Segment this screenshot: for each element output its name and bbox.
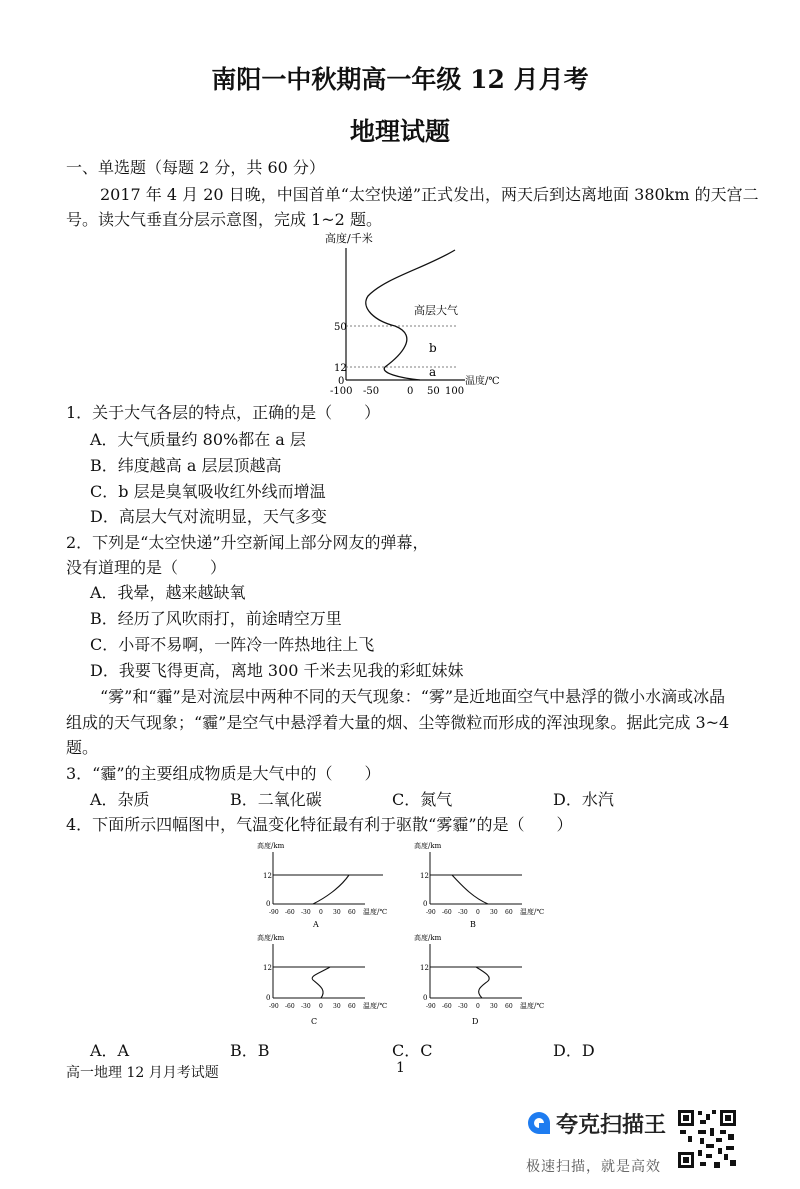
fig1-xtick: 100 [445, 386, 465, 397]
intro2-line3: 题。 [66, 738, 99, 757]
q1-option-a: A．大气质量约 80%都在 a 层 [90, 430, 306, 449]
intro1-line1: 2017 年 4 月 20 日晚，中国首单“太空快递”正式发出，两天后到达离地面 380km 的天宫二 [100, 185, 759, 204]
scanner-tagline: 极速扫描，就是高效 [526, 1159, 661, 1175]
panel-b-ytick: 12 [420, 872, 429, 880]
fig1-xlabel: 温度/℃ [465, 376, 500, 387]
q4-option-c: C．C [392, 1041, 433, 1060]
fig1-ytick-50: 50 [334, 322, 347, 333]
footer-left: 高一地理 12 月月考试题 [66, 1065, 219, 1081]
panel-b-xtick: -60 [442, 909, 452, 916]
q4-stem: 4．下面所示四幅图中，气温变化特征最有利于驱散“雾霾”的是（ ） [66, 815, 573, 834]
q1-option-d: D．高层大气对流明显，天气多变 [90, 507, 327, 526]
fig1-label-upper: 高层大气 [414, 304, 458, 317]
q2-option-a: A．我晕，越来越缺氧 [90, 583, 246, 602]
panel-d-xtick: -30 [458, 1003, 468, 1010]
panel-a-xtick: -60 [285, 909, 295, 916]
q2-stem-line2: 没有道理的是（ ） [66, 558, 227, 577]
qr-code [676, 1108, 738, 1170]
fig1-ylabel: 高度/千米 [325, 232, 373, 245]
intro1-line2: 号。读大气垂直分层示意图，完成 1~2 题。 [66, 210, 382, 229]
intro2-line2: 组成的天气现象；“霾”是空气中悬浮着大量的烟、尘等微粒而形成的浑浊现象。据此完成 3~4 [66, 713, 730, 732]
panel-c-label: C [311, 1017, 318, 1026]
q3-option-a: A．杂质 [90, 790, 150, 809]
q4-option-b: B．B [230, 1041, 270, 1060]
q2-option-c: C．小哥不易啊，一阵冷一阵热地往上飞 [90, 635, 375, 654]
fig1-ytick-12: 12 [334, 363, 347, 374]
panel-d-ytick: 12 [420, 964, 429, 972]
page-title: 南阳一中秋期高一年级 12 月月考 [211, 65, 589, 94]
panel-b-xlabel: 温度/℃ [520, 908, 545, 916]
q2-option-d: D．我要飞得更高，离地 300 千米去见我的彩虹妹妹 [90, 661, 464, 680]
section-heading: 一、单选题（每题 2 分，共 60 分） [66, 158, 325, 177]
q2-stem-line1: 2．下列是“太空快递”升空新闻上部分网友的弹幕， [66, 533, 429, 552]
panel-d-xtick: 30 [490, 1003, 498, 1010]
panel-c-xtick: -90 [269, 1003, 279, 1010]
fig1-xtick: -100 [330, 386, 353, 397]
fig1-xtick: -50 [363, 386, 380, 397]
q3-option-c: C．氮气 [392, 790, 453, 809]
panel-d-ytick: 0 [423, 994, 428, 1002]
q4-panel-b [412, 838, 552, 933]
intro2-line1: “雾”和“霾”是对流层中两种不同的天气现象：“雾”是近地面空气中悬浮的微小水滴或冰晶 [100, 687, 726, 706]
panel-b-ytick: 0 [423, 900, 428, 908]
q1-stem: 1．关于大气各层的特点，正确的是（ ） [66, 403, 381, 422]
page-number: 1 [396, 1060, 405, 1076]
panel-c-xtick: -30 [301, 1003, 311, 1010]
q3-stem: 3．“霾”的主要组成物质是大气中的（ ） [66, 764, 381, 783]
panel-a-xtick: -30 [301, 909, 311, 916]
panel-c-xtick: 30 [333, 1003, 341, 1010]
q4-panel-c [255, 930, 395, 1030]
panel-a-xtick: -90 [269, 909, 279, 916]
panel-c-ytick: 12 [263, 964, 272, 972]
panel-a-ytick: 12 [263, 872, 272, 880]
panel-b-xtick: 0 [476, 909, 480, 916]
panel-a-ytick: 0 [266, 900, 271, 908]
q1-option-b: B．纬度越高 a 层层顶越高 [90, 456, 282, 475]
panel-c-xtick: 0 [319, 1003, 323, 1010]
panel-c-xlabel: 温度/℃ [363, 1002, 388, 1010]
panel-c-xtick: -60 [285, 1003, 295, 1010]
panel-c-ylabel: 高度/km [257, 934, 285, 942]
q3-option-b: B．二氧化碳 [230, 790, 322, 809]
q1-option-c: C．b 层是臭氧吸收红外线而增温 [90, 482, 326, 501]
scanner-logo-icon [526, 1110, 552, 1136]
atmosphere-layer-figure [325, 228, 500, 400]
panel-b-xtick: -30 [458, 909, 468, 916]
panel-d-label: D [472, 1017, 479, 1026]
scanner-name: 夸克扫描王 [556, 1113, 667, 1138]
panel-d-xlabel: 温度/℃ [520, 1002, 545, 1010]
panel-d-xtick: 60 [505, 1003, 513, 1010]
q4-panel-d [412, 930, 552, 1030]
panel-b-xtick: 30 [490, 909, 498, 916]
panel-b-label: B [470, 920, 476, 929]
panel-d-xtick: -60 [442, 1003, 452, 1010]
panel-c-ytick: 0 [266, 994, 271, 1002]
panel-d-xtick: 0 [476, 1003, 480, 1010]
fig1-label-b: b [429, 341, 437, 355]
panel-a-label: A [313, 920, 319, 929]
panel-c-xtick: 60 [348, 1003, 356, 1010]
panel-a-xlabel: 温度/℃ [363, 908, 388, 916]
fig1-xtick: 50 [427, 386, 440, 397]
panel-a-xtick: 60 [348, 909, 356, 916]
panel-a-ylabel: 高度/km [257, 842, 285, 850]
panel-d-xtick: -90 [426, 1003, 436, 1010]
panel-b-xtick: 60 [505, 909, 513, 916]
panel-b-xtick: -90 [426, 909, 436, 916]
fig1-label-a: a [429, 365, 437, 379]
panel-a-xtick: 30 [333, 909, 341, 916]
q4-option-a: A．A [90, 1041, 130, 1060]
page-subtitle: 地理试题 [349, 117, 450, 146]
fig1-xtick: 0 [407, 386, 414, 397]
panel-d-ylabel: 高度/km [414, 934, 442, 942]
q2-option-b: B．经历了风吹雨打，前途晴空万里 [90, 609, 342, 628]
fig1-ytick-0: 0 [338, 376, 345, 387]
panel-a-xtick: 0 [319, 909, 323, 916]
q4-panel-a [255, 838, 395, 933]
q3-option-d: D．水汽 [553, 790, 614, 809]
q4-option-d: D．D [553, 1041, 595, 1060]
panel-b-ylabel: 高度/km [414, 842, 442, 850]
